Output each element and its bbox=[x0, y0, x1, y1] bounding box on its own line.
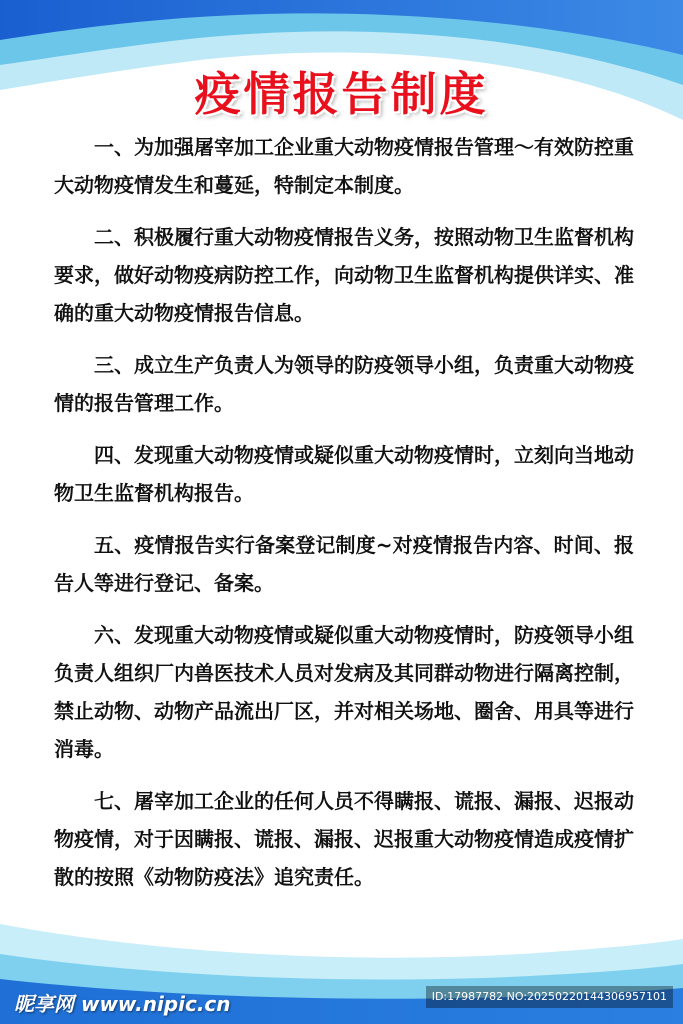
paragraph-2: 二、积极履行重大动物疫情报告义务，按照动物卫生监督机构要求，做好动物疫病防控工作，向动物卫生监督机构提供详实、准确的重大动物疫情报告信息。 bbox=[54, 225, 634, 325]
watermark-id: ID:17987782 NO:20250220144306957101 bbox=[426, 986, 673, 1008]
regulation-body bbox=[54, 128, 634, 910]
page-title: 疫情报告制度 bbox=[194, 67, 489, 121]
paragraph-5: 五、疫情报告实行备案登记制度~对疫情报告内容、时间、报告人等进行登记、备案。 bbox=[54, 533, 634, 595]
paragraph-7: 七、屠宰加工企业的任何人员不得瞒报、谎报、漏报、迟报动物疫情，对于因瞒报、谎报、漏报、迟报重大动物疫情造成疫情扩散的按照《动物防疫法》追究责任。 bbox=[54, 789, 634, 889]
paragraph-1: 一、为加强屠宰加工企业重大动物疫情报告管理～有效防控重大动物疫情发生和蔓延，特制定本制度。 bbox=[54, 135, 634, 197]
paragraph-4: 四、发现重大动物疫情或疑似重大动物疫情时，立刻向当地动物卫生监督机构报告。 bbox=[54, 443, 634, 505]
paragraph-3: 三、成立生产负责人为领导的防疫领导小组，负责重大动物疫情的报告管理工作。 bbox=[54, 353, 634, 415]
watermark-logo: 昵享网 www.nipic.cn bbox=[14, 992, 231, 1016]
paragraph-6: 六、发现重大动物疫情或疑似重大动物疫情时，防疫领导小组负责人组织厂内兽医技术人员对发病及其同群动物进行隔离控制，禁止动物、动物产品流出厂区，并对相关场地、圈舍、用具等进行消毒。 bbox=[54, 623, 634, 761]
